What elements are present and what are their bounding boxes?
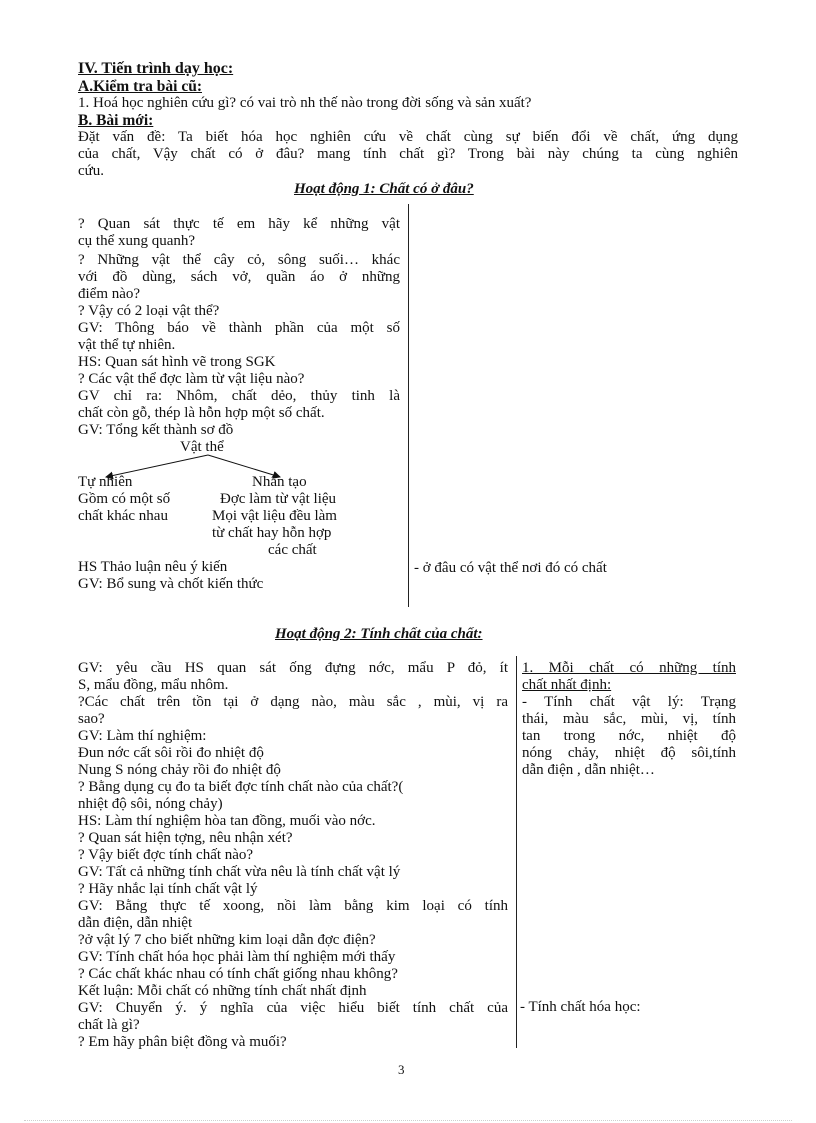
diagram-left-title: Tự nhiên [78,474,133,490]
property-heading: 1. Mỗi chất có những tính [522,660,736,676]
activity2-line: GV: Tất cả những tính chất vừa nêu là tính chất vật lý [78,864,401,880]
diagram-left-line: chất khác nhau [78,508,168,524]
activity2-line: dẫn điện, dẫn nhiệt [78,915,193,931]
activity2-line: nhiệt độ sôi, nóng chảy) [78,796,223,812]
part-b-title: B. Bài mới: [78,112,154,129]
activity1-line: HS: Quan sát hình vẽ trong SGK [78,354,276,370]
activity1-line: GV: Thông báo về thành phần của một số [78,320,400,336]
diagram-right-line: từ chất hay hỗn hợp [212,525,332,541]
diagram-left-line: Gồm có một số [78,491,171,507]
activity2-line: GV: yêu cầu HS quan sát ống đựng nớc, mẩu P đỏ, ít [78,660,508,676]
intro-line: của chất, Vậy chất có ở đâu? mang tính chất gì? Trong bài này chúng ta cùng nghiên [78,146,738,162]
activity2-title: Hoạt động 2: Tính chất của chất: [275,626,483,642]
page-bottom-rule [24,1120,792,1121]
activity2-line: ? Em hãy phân biệt đồng và muối? [78,1034,287,1050]
activity2-line: GV: Làm thí nghiệm: [78,728,207,744]
activity1-line: chất còn gỗ, thép là hỗn hợp một số chất. [78,405,325,421]
activity2-line: ? Các chất khác nhau có tính chất giống nhau không? [78,966,398,982]
activity1-line: điểm nào? [78,286,141,302]
activity2-column-divider [516,656,517,1048]
activity1-line: ? Quan sát thực tế em hãy kể những vật [78,216,400,232]
activity1-column-divider [408,204,409,607]
physical-property-line: nóng chảy, nhiệt độ sôi,tính [522,745,736,761]
activity2-line: GV: Bằng thực tế xoong, nồi làm bằng kim loại có tính [78,898,508,914]
activity2-line: GV: Tính chất hóa học phải làm thí nghiệm mới thấy [78,949,396,965]
diagram-right-title: Nhân tạo [252,474,307,490]
activity1-tail-line: HS Thảo luận nêu ý kiến [78,559,228,575]
property-heading: chất nhất định: [522,677,612,693]
activity1-line: cụ thể xung quanh? [78,233,196,249]
activity2-line: Nung S nóng chảy rồi đo nhiệt độ [78,762,281,778]
part-a-title: A.Kiểm tra bài cũ: [78,78,202,95]
diagram-right-line: Đợc làm từ vật liệu [220,491,337,507]
activity1-line: ? Các vật thể đợc làm từ vật liệu nào? [78,371,305,387]
activity2-line: Kết luận: Mỗi chất có những tính chất nhất định [78,983,367,999]
intro-line: cứu. [78,163,105,179]
diagram-root: Vật thể [180,439,224,455]
physical-property-line: dẫn điện , dẫn nhiệt… [522,762,655,778]
activity2-line: GV: Chuyển ý. ý nghĩa của việc hiểu biết tính chất của [78,1000,508,1016]
diagram-right-line: Mọi vật liệu đều làm [212,508,337,524]
activity1-title: Hoạt động 1: Chất có ở đâu? [294,181,474,197]
intro-line: Đặt vấn đề: Ta biết hóa học nghiên cứu về chất cùng sự biến đổi về chất, ứng dụng [78,129,738,145]
physical-property-line: thái, màu sắc, mùi, vị, tính [522,711,736,727]
activity1-line: ? Những vật thể cây cỏ, sông suối… khác [78,252,400,268]
physical-property-line: - Tính chất vật lý: Trạng [522,694,736,710]
activity2-line: ?Các chất trên tồn tại ở dạng nào, màu sắc , mùi, vị ra [78,694,508,710]
activity1-line: GV chỉ ra: Nhôm, chất dẻo, thủy tinh là [78,388,400,404]
activity2-line: ? Quan sát hiện tợng, nêu nhận xét? [78,830,293,846]
activity1-line: vật thể tự nhiên. [78,337,176,353]
physical-property-line: tan trong nớc, nhiệt độ [522,728,736,744]
activity2-line: Đun nớc cất sôi rồi đo nhiệt độ [78,745,264,761]
review-question: 1. Hoá học nghiên cứu gì? có vai trò nh thế nào trong đời sống và sản xuất? [78,95,532,111]
chemical-property-line: - Tính chất hóa học: [520,999,641,1015]
activity2-line: ?ở vật lý 7 cho biết những kim loại dẫn đợc điện? [78,932,376,948]
activity1-line: với đồ dùng, sách vở, quần áo ở những [78,269,400,285]
activity2-line: ? Hãy nhắc lại tính chất vật lý [78,881,258,897]
activity2-line: ? Vậy biết đợc tính chất nào? [78,847,254,863]
activity2-line: chất là gì? [78,1017,140,1033]
activity2-line: HS: Làm thí nghiệm hòa tan đồng, muối vào nớc. [78,813,376,829]
activity2-line: S, mẩu đồng, mẩu nhôm. [78,677,229,693]
activity2-line: ? Bằng dụng cụ đo ta biết đợc tính chất nào của chất?( [78,779,404,795]
diagram-right-line: các chất [268,542,317,558]
activity1-line: GV: Tổng kết thành sơ đồ [78,422,234,438]
activity1-tail-line: GV: Bổ sung và chốt kiến thức [78,576,264,592]
activity1-right-note: - ở đâu có vật thể nơi đó có chất [414,560,607,576]
activity1-line: ? Vậy có 2 loại vật thể? [78,303,220,319]
activity2-line: sao? [78,711,105,727]
section-title: IV. Tiến trình dạy học: [78,60,234,77]
page-number: 3 [398,1062,405,1077]
